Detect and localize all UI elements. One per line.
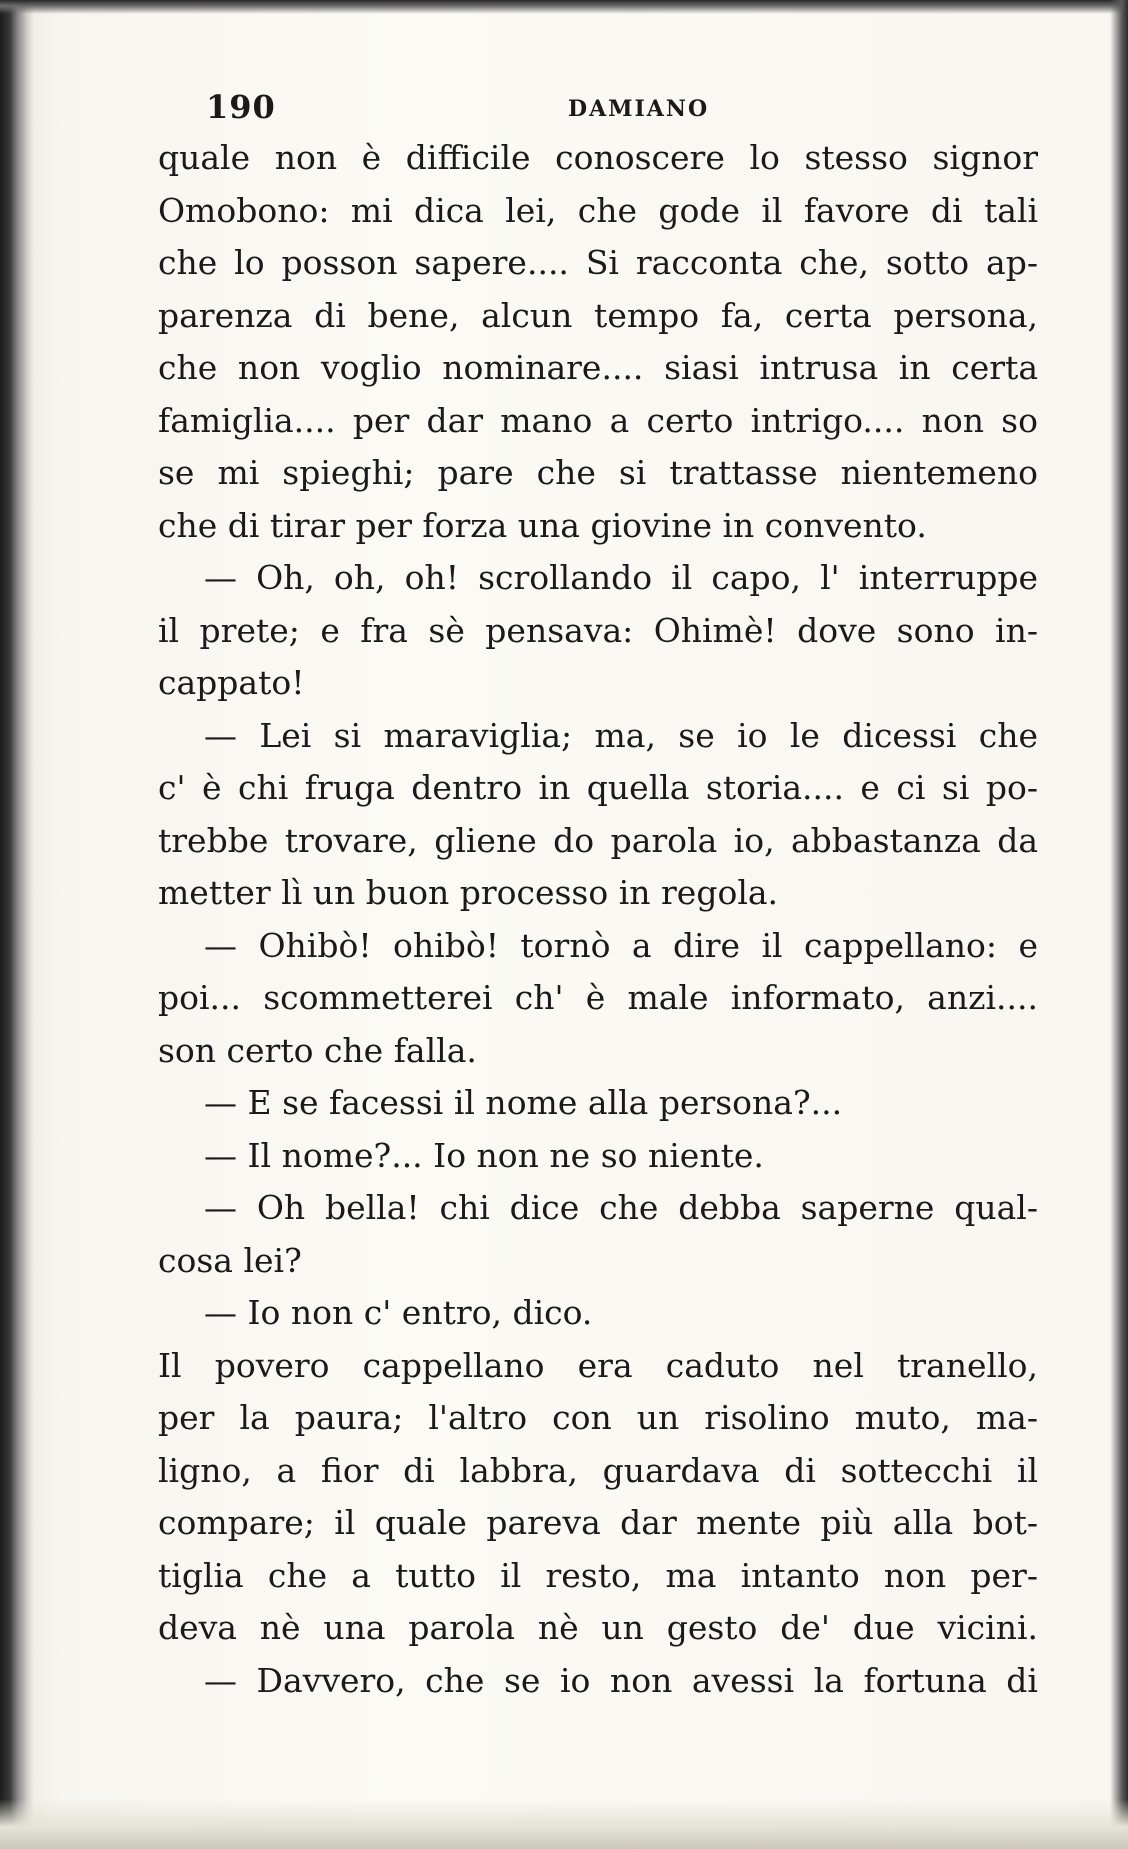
text-line: che di tirar per forza una giovine in convento.	[158, 505, 927, 545]
page-bottom-edge	[0, 1799, 1128, 1849]
text-line: — Lei si maraviglia; ma, se io le dicessi che	[204, 715, 1038, 755]
body-text	[158, 132, 1038, 1707]
page-right-edge	[1110, 0, 1128, 1849]
text-line: — E se facessi il nome alla persona?...	[204, 1083, 843, 1122]
text-line: parenza di bene, alcun tempo fa, certa persona,	[158, 295, 1038, 335]
text-line: — Ohibò! ohibò! tornò a dire il cappellano: e	[204, 925, 1038, 965]
page-header	[158, 88, 1038, 128]
text-line: — Oh bella! chi dice che debba saperne qual-	[204, 1188, 1038, 1227]
text-line: — Io non c' entro, dico.	[204, 1293, 593, 1332]
text-line: per la paura; l'altro con un risolino muto, ma-	[158, 1398, 1038, 1437]
text-line: c' è chi fruga dentro in quella storia.... e ci si po-	[158, 768, 1038, 807]
text-line: poi... scommetterei ch' è male informato, anzi....	[158, 978, 1038, 1017]
page-top-edge	[0, 0, 1128, 14]
text-line: compare; il quale pareva dar mente più alla bot-	[158, 1503, 1038, 1542]
text-line: — Oh, oh, oh! scrollando il capo, l' interruppe	[204, 558, 1038, 597]
text-line: Il povero cappellano era caduto nel tranello,	[158, 1345, 1038, 1385]
text-line: che lo posson sapere.... Si racconta che, sotto ap-	[158, 243, 1038, 282]
text-line: deva nè una parola nè un gesto de' due vicini.	[158, 1608, 1038, 1647]
text-line: se mi spieghi; pare che si trattasse nientemeno	[158, 453, 1038, 492]
text-line: il prete; e fra sè pensava: Ohimè! dove sono in-	[158, 610, 1038, 650]
text-line: quale non è difficile conoscere lo stesso signor	[158, 138, 1038, 177]
text-line: son certo che falla.	[158, 1030, 477, 1070]
page-number: 190	[206, 88, 276, 126]
text-line: che non voglio nominare.... siasi intrusa in certa	[158, 348, 1038, 387]
text-line: cosa lei?	[158, 1240, 302, 1280]
text-line: metter lì un buon processo in regola.	[158, 873, 779, 912]
text-line: ligno, a fior di labbra, guardava di sottecchi il	[158, 1450, 1038, 1490]
running-title: DAMIANO	[568, 96, 710, 122]
page-binding-edge	[0, 0, 34, 1849]
text-line: — Davvero, che se io non avessi la fortuna di	[204, 1660, 1038, 1700]
text-line: tiglia che a tutto il resto, ma intanto non per-	[158, 1555, 1038, 1595]
text-line: — Il nome?... Io non ne so niente.	[204, 1135, 764, 1175]
text-line: trebbe trovare, gliene do parola io, abbastanza da	[158, 820, 1038, 860]
text-line: famiglia.... per dar mano a certo intrigo.... non so	[158, 400, 1038, 440]
text-line: Omobono: mi dica lei, che gode il favore di tali	[158, 190, 1038, 230]
text-line: cappato!	[158, 663, 305, 702]
